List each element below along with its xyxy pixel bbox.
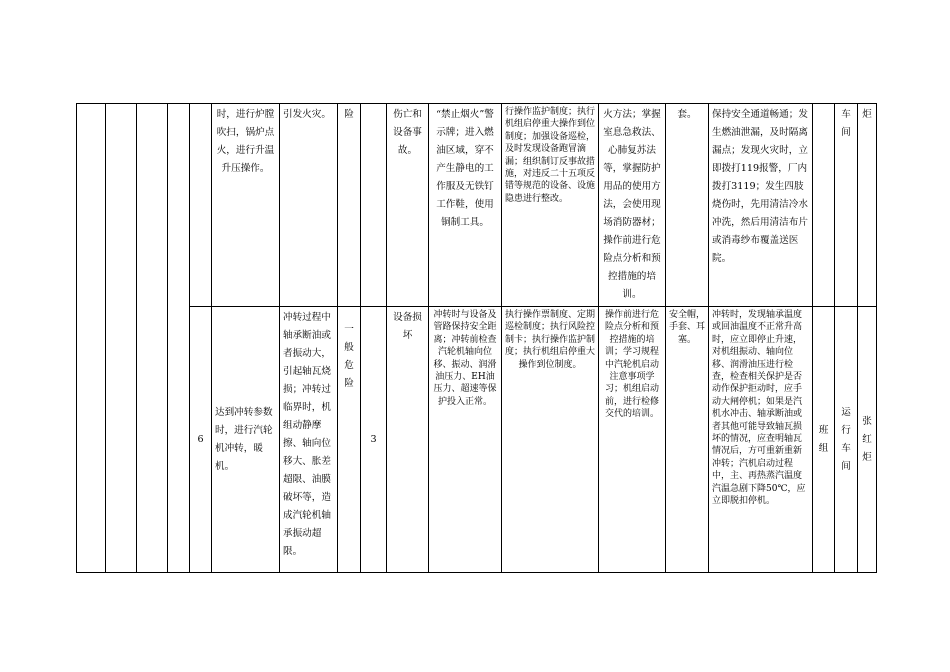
engineering-measures-cell: “禁止烟火”警示牌；进入燃油区域，穿不产生静电的工作服及无铁钉工作鞋，使用铜制工具。 [429, 104, 502, 307]
risk-level-cell: 一般危险 [338, 307, 361, 573]
table-row [77, 104, 877, 307]
index-cell: 6 [190, 307, 212, 573]
dept-cell: 车间 [835, 104, 858, 307]
blank-cell [137, 104, 168, 573]
blank-cell [168, 104, 190, 573]
team-cell: 班组 [813, 307, 835, 573]
score-cell: 3 [361, 307, 387, 573]
emergency-measures-cell: 冲转时，发现轴承温度或回油温度不正常升高时，应立即停止升速，对机组振动、轴向位移、润滑油压进行检查，检查相关保护是否动作保护拒动时，应手动大闸停机；如果是汽机水冲击、轴承断油或者其他可能导致轴瓦损坏的情况，应查明轴瓦情况后，方可重新重新冲转；汽机启动过程中，主、再热蒸汽温度汽温急剧下降50℃，应立即脱扣停机。 [709, 307, 813, 573]
person-cell: 炬 [858, 104, 877, 307]
risk-source-cell: 引发火灾。 [280, 104, 338, 307]
training-measures-cell: 火方法；掌握室息急救法、心肺复苏法等，掌握防护用品的使用方法，会使用现场消防器材；操作前进行危险点分析和预控措施的培训。 [599, 104, 666, 307]
management-measures-cell: 执行操作票制度、定期巡检制度；执行风险控制卡；执行操作监护制度；执行机组启停重大操作到位制度。 [502, 307, 599, 573]
operation-cell: 时，进行炉膛吹扫，锅炉点火，进行升温升压操作。 [212, 104, 280, 307]
risk-level-cell: 险 [338, 104, 361, 307]
operation-cell: 达到冲转参数时，进行汽轮机冲转，暖机。 [212, 307, 280, 573]
engineering-measures-cell: 冲转时与设备及管路保持安全距离；冲转前检查汽轮机轴向位移、振动、润滑油压力、EH油压力、超速等保护投入正常。 [429, 307, 502, 573]
management-measures-cell: 行操作监护制度；执行机组启停重大操作到位制度；加强设备巡检，及时发现设备跑冒滴漏；组织制订反事故措施，对违反二十五项反错等规范的设备、设施隐患进行整改。 [502, 104, 599, 307]
blank-cell [77, 104, 106, 573]
index-cell [190, 104, 212, 307]
emergency-measures-cell: 保持安全通道畅通；发生燃油泄漏，及时隔离漏点；发现火灾时，立即拨打119报警，厂内拨打3119；发生四肢烧伤时，先用清洁冷水冲洗，然后用清洁布片或消毒纱布覆盖送医院。 [709, 104, 813, 307]
consequence-cell: 伤亡和设备事故。 [387, 104, 429, 307]
ppe-cell: 安全帽，手套、耳塞。 [666, 307, 709, 573]
table-row [77, 307, 877, 573]
training-measures-cell: 操作前进行危险点分析和预控措施的培训；学习规程中汽轮机启动注意事项学习；机组启动前，进行检修交代的培训。 [599, 307, 666, 573]
dept-cell: 运行车间 [835, 307, 858, 573]
risk-source-cell: 冲转过程中轴承断油或者振动大，引起轴瓦烧损；冲转过临界时，机组动静摩擦、轴向位移大、胀差超限、油膜破坏等，造成汽轮机轴承振动超限。 [280, 307, 338, 573]
person-cell: 张红炬 [858, 307, 877, 573]
risk-assessment-table [76, 103, 877, 573]
team-cell [813, 104, 835, 307]
consequence-cell: 设备损坏 [387, 307, 429, 573]
blank-cell [106, 104, 137, 573]
score-cell [361, 104, 387, 307]
ppe-cell: 套。 [666, 104, 709, 307]
